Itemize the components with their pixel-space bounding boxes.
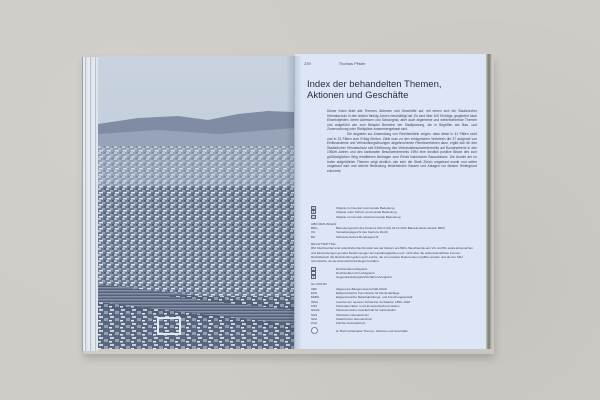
abbreviations-heading: ABKÜRZUNGEN <box>311 221 337 226</box>
legend-row: − Rechtsmittel nicht erfolgreich <box>312 270 375 275</box>
glossary-row: EKD Eidgenössische Kommission für Denkmalpflege <box>311 291 400 296</box>
glossary-row: ZVH Zürcher Heimatschutz <box>311 321 366 326</box>
abbreviation-row: BRG Baurekursgericht des Kantons Zürich (bis 31.12.2010 Baurekurskommission BRK) <box>311 226 446 231</box>
glossary-row: SHS Schweizer Heimatschutz <box>311 312 369 317</box>
object-legend <box>311 206 481 334</box>
circle-legend-row: im Buch behandelte Themen, Aktionen und Geschäfte <box>311 327 481 334</box>
legend-symbol-icon: ± <box>312 276 315 280</box>
legend-symbol-icon: K <box>312 207 315 211</box>
left-page <box>98 56 294 349</box>
author-name: Thomas Pfister <box>338 61 366 66</box>
legend-row: + Rechtsmittel erfolgreich <box>312 266 368 271</box>
page-number: 239 <box>304 61 311 66</box>
glossary-row: KNS Kantonale Natur- und Heimatschutzkommission <box>311 303 400 308</box>
glossary-row: SGGK Schweizerische Gesellschaft für Gartenkultur <box>311 308 396 313</box>
intro-paragraph: Die Angaben zur Anwendung von Rechtsmitteln zeigen, dass diese in 41 Fällen nicht und in 31 Fällen zum Erfolg führten. Zählt man zu den erfolgreichen Verfahren die 37 aufgrund von Einflussnahme und Verhandlungslösungen abgebrochenen Rechtsverfahren dazu, ergibt sich für den Stadtzürcher Heimatschutz seit Einführung des Verbandsbeschwerderechts auf Bundesebene in den 1960er-Jahren und des kantonalen Beschwerderechts 1994 eine deutlich positive Bilanz des zum größtmöglichen Weg erstrittenen Beitragen zum Erhalt historischer Bausubstanz. Die Anzahl der im Index aufgeführten Themen zeigt deutlich, wie sehr die Stadt Zürich umgebaut wurde und weiter umgebaut wird und welche Bedeutung bestehenden Bauten und Anlagen vor diesem Hintergrund zukommt. <box>327 131 477 173</box>
page-edge-right <box>486 54 492 349</box>
intro-text <box>327 109 477 173</box>
legend-symbol-icon: S <box>312 211 315 215</box>
running-head <box>304 61 366 66</box>
legend-symbol-icon: − <box>312 272 315 275</box>
rechtsmittel-heading: RECHTSMITTEL <box>311 242 337 247</box>
glossary-heading: GLOSSAR <box>311 282 327 287</box>
abbreviation-row: VG Verwaltungsgericht des Kantons Zürich <box>311 230 389 235</box>
legend-row: K Objekte im Inventar, kommunale Bedeutung <box>312 206 395 211</box>
page-title: Index der behandelten Themen, Aktionen und Geschäfte <box>307 79 442 101</box>
legend-row: S Objekte unter Schutz, kommunale Bedeutung <box>312 210 397 215</box>
glossary-row: EMPA Eidgenössische Materialprüfungs- und Forschungsanstalt <box>311 295 413 300</box>
rechtsmittel-text: RM: Rechtsmittel sind ordentliche Rechtsmittel wie der Rekurs ans BRG, Beschwerde ans VG und BG sowie Einsprachen und Einwendungen gemäss Bestimmungen bei Gestaltungsplänen etc. nicht aber die außerordentlichen Formen Rechtsbehelf. Als Rechtsmittel gelten auch solche, die von privaten Rekurrenten ergriffen werden und die der SZH unterstützte, da sie Heimatschutzanliegen betrafen. <box>311 246 473 264</box>
circle-icon <box>311 327 318 334</box>
aerial-city-photo <box>98 56 294 349</box>
page-stack-edge <box>82 57 98 351</box>
right-page <box>294 54 486 349</box>
glossary-row: INSA Inventar der neueren Schweizer Architektur, 1850–1920 <box>311 299 411 304</box>
legend-symbol-icon: + <box>312 267 315 271</box>
legend-row: Ü Objekte im Inventar, überkommunale Bedeutung <box>312 214 401 219</box>
legend-symbol-icon: Ü <box>312 215 315 219</box>
glossary-row: SZH Stadtzürcher Heimatschutz <box>311 316 373 321</box>
abbreviation-row: BG Schweizerisches Bundesgericht <box>311 234 379 239</box>
intro-paragraph: Dieser Index listet alle Themen, Aktionen und Geschäfte auf, mit denen sich der Stadtzürcher Heimatschutz in den letzten fünfzig Jahren beschäftigt hat. Es sind über 400 Einträge, gegliedert nach Einzelobjekten, deren Adressen und Schutzgrad, aber auch allgemeine und wiederkehrende Themen und aufgeführt wie zum Beispiel Bereiche der Stadtplanung, die in Begriffen wie Bau- und Zonenordnung oder Richtpläne zusammengefasst sind. <box>327 109 477 132</box>
glossary-row: ABZ Allgemeine Baugenossenschaft Zürich <box>311 286 388 291</box>
legend-row: ± Gegenstandslosigkeit/Verfahren/Vergleich <box>312 275 392 280</box>
